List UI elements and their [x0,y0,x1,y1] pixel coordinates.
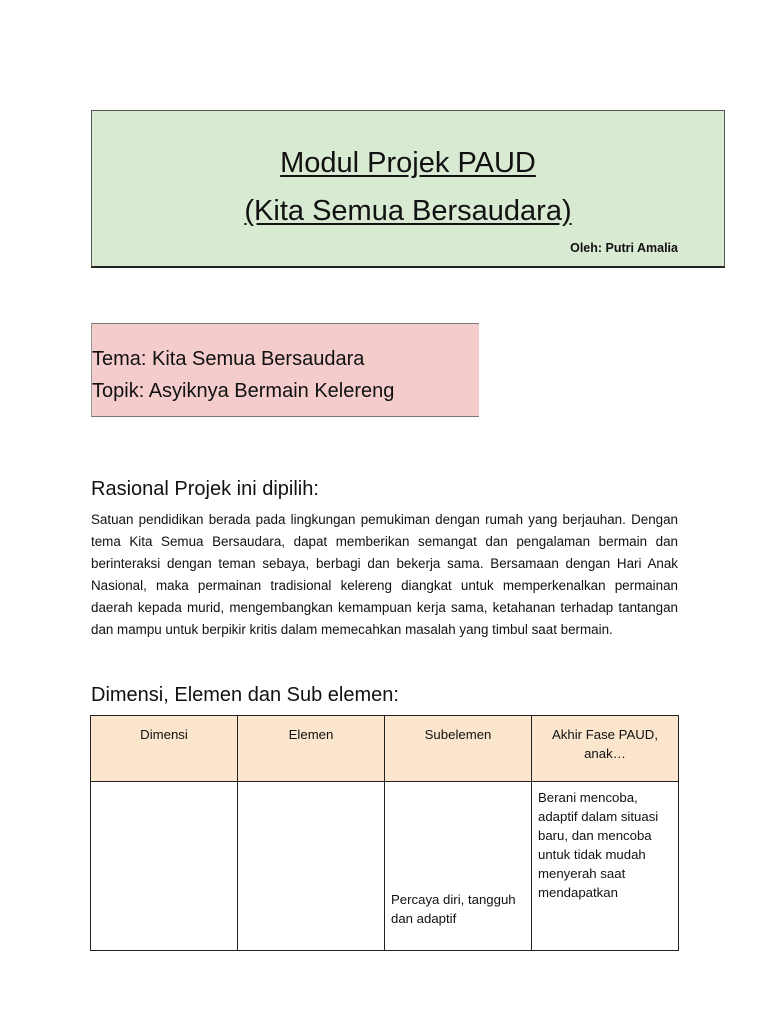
dimensi-heading: Dimensi, Elemen dan Sub elemen: [91,684,399,706]
column-header-akhir-fase: Akhir Fase PAUD, anak… [532,716,679,782]
cell-subelemen: Percaya diri, tangguh dan adaptif [385,782,532,951]
column-header-elemen: Elemen [238,716,385,782]
topik-label: Topik: Asyiknya Bermain Kelereng [92,380,395,402]
column-header-subelemen: Subelemen [385,716,532,782]
cell-akhir-fase: Berani mencoba, adaptif dalam situasi baru, dan mencoba untuk tidak mudah menyerah saat mendapatkan [532,782,679,951]
rasional-paragraph: Satuan pendidikan berada pada lingkungan pemukiman dengan rumah yang berjauhan. Dengan tema Kita Semua Bersaudara, dapat memberikan semangat dan pengalaman bermain dan berinteraksi dengan teman sebaya, berbagi dan bekerja sama. Bersamaan dengan Hari Anak Nasional, maka permainan tradisional kelereng diangkat untuk memperkenalkan permainan daerah kepada murid, mengembangkan kemampuan kerja sama, ketahanan terhadap tantangan dan mampu untuk berpikir kritis dalam memecahkan masalah yang timbul saat bermain. [91,512,678,637]
title-box [91,110,725,268]
table-header-row [91,716,679,782]
cell-dimensi [91,782,238,951]
table-row [91,782,679,951]
column-header-dimensi: Dimensi [91,716,238,782]
module-subtitle: (Kita Semua Bersaudara) [244,195,572,227]
author-label: Oleh: Putri Amalia [570,241,678,255]
dimension-table [90,715,679,951]
tema-label: Tema: Kita Semua Bersaudara [92,348,365,370]
topic-box [91,323,479,417]
module-title: Modul Projek PAUD [280,147,536,179]
rasional-heading: Rasional Projek ini dipilih: [91,478,319,500]
cell-elemen [238,782,385,951]
